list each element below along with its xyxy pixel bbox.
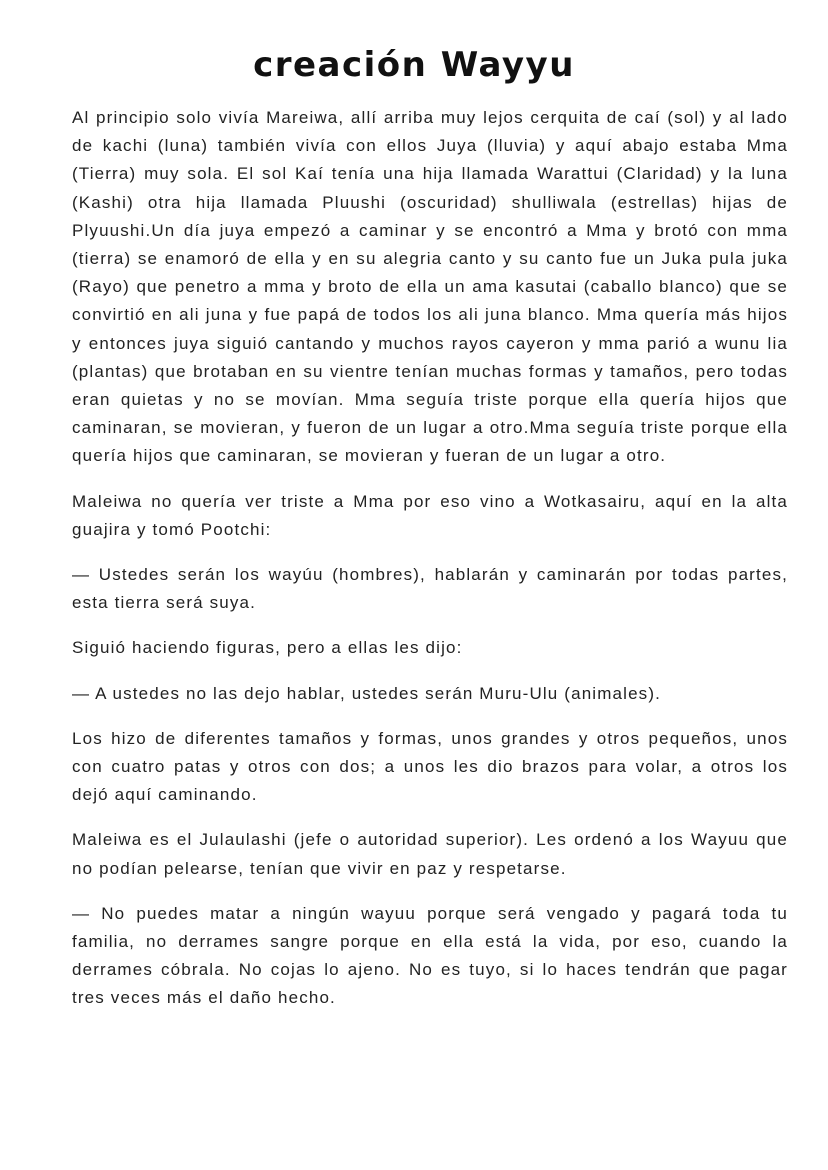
document-title: creación Wayyu bbox=[253, 45, 575, 85]
paragraph-origin-story: Al principio solo vivía Mareiwa, allí arriba muy lejos cerquita de caí (sol) y al lado de kachi (luna) también vivía con ellos Juya (lluvia) y aquí abajo estaba Mma (Tierra) muy sola. El sol Kaí tenía una hija llamada Warattui (Claridad) y la luna (Kashi) otra hija llamada Pluushi (oscuridad) shulliwala (estrellas) hijas de Plyuushi.Un día juya empezó a caminar y se encontró a Mma y brotó con mma (tierra) se enamoró de ella y en su alegria canto y su canto fue un Juka pula juka (Rayo) que penetro a mma y broto de ella un ama kasutai (caballo blanco) que se convirtió en ali juna y fue papá de todos los ali juna blanco. Mma quería más hijos y entonces juya siguió cantando y muchos rayos cayeron y mma parió a wunu lia (plantas) que brotaban en su vientre tenían muchas formas y tamaños, pero todas eran quietas y no se movían. Mma seguía triste porque ella quería hijos que caminaran, se movieran, y fueron de un lugar a otro.Mma seguía triste porque ella quería hijos que caminaran, se movieran y fueran de un lugar a otro. bbox=[72, 108, 788, 466]
paragraph-figures: Siguió haciendo figuras, pero a ellas les dijo: bbox=[72, 638, 463, 658]
paragraph-dialogue-animals: — A ustedes no las dejo hablar, ustedes serán Muru-Ulu (animales). bbox=[72, 683, 662, 703]
paragraph-julaulashi: Maleiwa es el Julaulashi (jefe o autoridad superior). Les ordenó a los Wayuu que no podían pelearse, tenían que vivir en paz y respetarse. bbox=[72, 830, 788, 878]
paragraph-dialogue-wayuu: — Ustedes serán los wayúu (hombres), hablarán y caminarán por todas partes, esta tierra será suya. bbox=[72, 565, 788, 613]
document-body bbox=[72, 104, 788, 1030]
paragraph-sizes-forms: Los hizo de diferentes tamaños y formas, unos grandes y otros pequeños, unos con cuatro patas y otros con dos; a unos les dio brazos para volar, a otros los dejó aquí caminando. bbox=[72, 728, 788, 805]
paragraph-maleiwa-came: Maleiwa no quería ver triste a Mma por eso vino a Wotkasairu, aquí en la alta guajira y tomó Pootchi: bbox=[72, 491, 788, 539]
paragraph-dialogue-law: — No puedes matar a ningún wayuu porque será vengado y pagará toda tu familia, no derrames sangre porque en ella está la vida, por eso, cuando la derrames cóbrala. No cojas lo ajeno. No es tuyo, si lo haces tendrán que pagar tres veces más el daño hecho. bbox=[72, 903, 788, 1008]
